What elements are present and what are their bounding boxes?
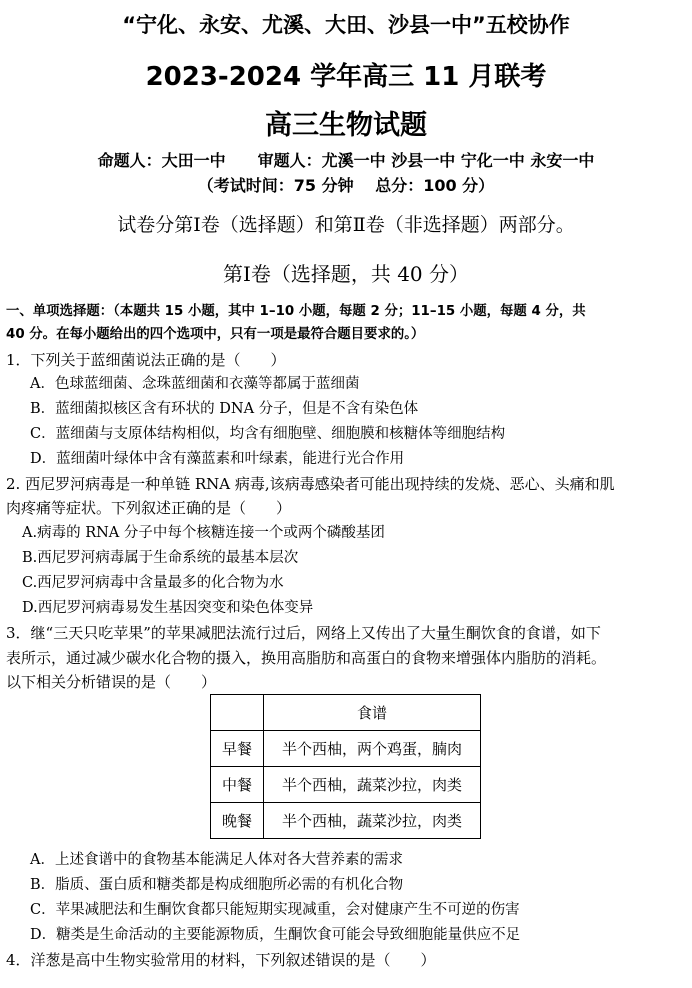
question-3-option-d: D．糖类是生命活动的主要能源物质，生酮饮食可能会导致细胞能量供应不足 [30, 927, 521, 943]
table-corner-cell [211, 695, 264, 731]
question-3-option-b: B．脂质、蛋白质和糖类都是构成细胞所必需的有机化合物 [30, 877, 404, 893]
paper-structure: 试卷分第Ⅰ卷（选择题）和第Ⅱ卷（非选择题）两部分。 [117, 214, 575, 236]
food-cell: 半个西柚，两个鸡蛋，腩肉 [264, 731, 481, 767]
school-consortium-title: “宁化、永安、尤溪、大田、沙县一中”五校协作 [122, 13, 570, 37]
question-2-option-c: C.西尼罗河病毒中含量最多的化合物为水 [22, 575, 284, 591]
subject-title: 高三生物试题 [265, 110, 427, 141]
meal-cell: 晚餐 [211, 803, 264, 839]
question-1-option-d: D．蓝细菌叶绿体中含有藻蓝素和叶绿素，能进行光合作用 [30, 451, 405, 467]
part1-title: 第Ⅰ卷（选择题，共 40 分） [222, 262, 470, 286]
meal-cell: 早餐 [211, 731, 264, 767]
question-3-stem-line3: 以下相关分析错误的是（ ） [6, 673, 217, 691]
food-cell: 半个西柚，蔬菜沙拉，肉类 [264, 767, 481, 803]
question-2-option-a: A.病毒的 RNA 分子中每个核糖连接一个或两个磷酸基团 [22, 525, 385, 541]
question-2-option-b: B.西尼罗河病毒属于生命系统的最基本层次 [22, 550, 299, 566]
food-cell: 半个西柚，蔬菜沙拉，肉类 [264, 803, 481, 839]
question-1-option-a: A．色球蓝细菌、念珠蓝细菌和衣藻等都属于蓝细菌 [30, 376, 360, 392]
exam-title: 2023-2024 学年高三 11 月联考 [145, 62, 547, 92]
question-2-stem-line1: 2. 西尼罗河病毒是一种单链 RNA 病毒,该病毒感染者可能出现持续的发烧、恶心、头痛和肌 [6, 475, 615, 493]
question-2-stem-line2: 肉疼痛等症状。下列叙述正确的是（ ） [6, 499, 292, 517]
question-1-option-b: B．蓝细菌拟核区含有环状的 DNA 分子，但是不含有染色体 [30, 401, 419, 417]
table-row [211, 695, 481, 731]
question-1-option-c: C．蓝细菌与支原体结构相似，均含有细胞壁、细胞膜和核糖体等细胞结构 [30, 426, 506, 442]
question-4-stem: 4．洋葱是高中生物实验常用的材料，下列叙述错误的是（ ） [6, 951, 436, 969]
question-2-option-d: D.西尼罗河病毒易发生基因突变和染色体变异 [22, 600, 314, 616]
table-row [211, 767, 481, 803]
table-row [211, 803, 481, 839]
part1-instruction-line1: 一、单项选择题：（本题共 15 小题，其中 1–10 小题，每题 2 分；11–15 小题，每题 4 分，共 [6, 304, 586, 319]
question-3-option-a: A．上述食谱中的食物基本能满足人体对各大营养素的需求 [30, 852, 403, 868]
table-row [211, 731, 481, 767]
table-header-cell: 食谱 [264, 695, 481, 731]
question-3-stem-line2: 表所示，通过减少碳水化合物的摄入，换用高脂肪和高蛋白的食物来增强体内脂肪的消耗。 [6, 649, 607, 667]
question-3-option-c: C．苹果减肥法和生酮饮食都只能短期实现减重，会对健康产生不可逆的伤害 [30, 902, 520, 918]
question-3-stem-line1: 3．继“三天只吃苹果”的苹果减肥法流行过后，网络上又传出了大量生酮饮食的食谱，如下 [6, 624, 601, 642]
setters-line: 命题人：大田一中 审题人：尤溪一中 沙县一中 宁化一中 永安一中 [97, 151, 595, 170]
part1-instruction-line2: 40 分。在每小题给出的四个选项中，只有一项是最符合题目要求的。） [6, 327, 425, 342]
question-1-stem: 1．下列关于蓝细菌说法正确的是（ ） [6, 351, 286, 369]
meal-cell: 中餐 [211, 767, 264, 803]
time-score-line: （考试时间：75 分钟 总分：100 分） [197, 176, 495, 195]
diet-menu-table [210, 694, 481, 839]
